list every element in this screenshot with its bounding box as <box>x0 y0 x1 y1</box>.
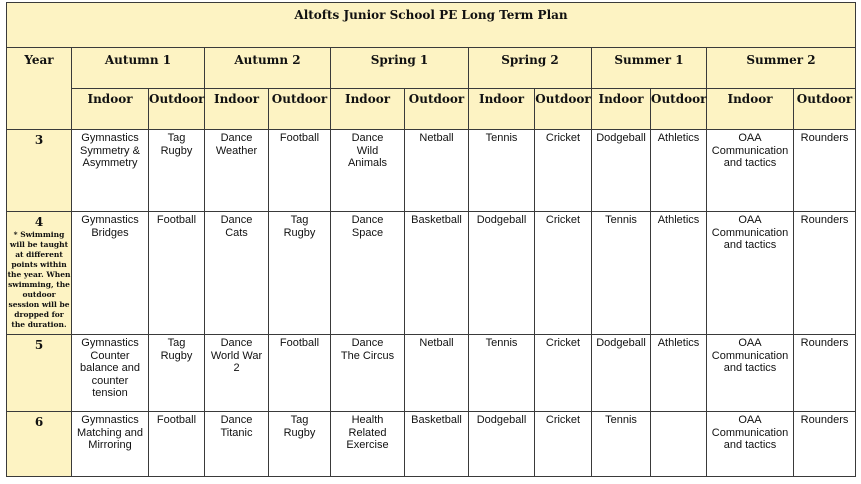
term-header-summer-2: Summer 2 <box>707 48 856 89</box>
activity-cell: Gymnastics Bridges <box>72 212 149 335</box>
activity-cell: Rounders <box>794 335 856 412</box>
sub-header-indoor: Indoor <box>469 89 535 130</box>
year-number: 6 <box>34 415 44 429</box>
activity-cell: Basketball <box>405 412 469 477</box>
year-number: 5 <box>34 338 44 352</box>
sub-header-indoor: Indoor <box>592 89 651 130</box>
activity-cell: OAA Communication and tactics <box>707 212 794 335</box>
activity-cell: Football <box>269 335 331 412</box>
activity-cell: Health Related Exercise <box>331 412 405 477</box>
sub-header-indoor: Indoor <box>331 89 405 130</box>
activity-cell: Cricket <box>535 130 592 212</box>
activity-cell: Dodgeball <box>592 335 651 412</box>
year-number: 3 <box>34 133 44 147</box>
activity-cell: Tennis <box>592 212 651 335</box>
activity-cell: Rounders <box>794 212 856 335</box>
page-title: Altofts Junior School PE Long Term Plan <box>7 3 856 48</box>
activity-cell: Dance Weather <box>205 130 269 212</box>
year-cell <box>7 412 72 477</box>
activity-cell: Dance Wild Animals <box>331 130 405 212</box>
activity-cell: Dodgeball <box>469 412 535 477</box>
activity-cell: Netball <box>405 130 469 212</box>
activity-cell: Dance The Circus <box>331 335 405 412</box>
activity-cell: Tennis <box>469 130 535 212</box>
term-header-autumn-1: Autumn 1 <box>72 48 205 89</box>
table-row <box>7 130 856 212</box>
activity-cell: OAA Communication and tactics <box>707 412 794 477</box>
activity-cell: Cricket <box>535 335 592 412</box>
sub-header-indoor: Indoor <box>72 89 149 130</box>
activity-cell <box>651 412 707 477</box>
activity-cell: Dance Space <box>331 212 405 335</box>
activity-cell: Football <box>149 412 205 477</box>
sub-header-outdoor: Outdoor <box>149 89 205 130</box>
sub-header-outdoor: Outdoor <box>535 89 592 130</box>
year-cell <box>7 212 72 335</box>
activity-cell: Tag Rugby <box>269 212 331 335</box>
term-header-summer-1: Summer 1 <box>592 48 707 89</box>
activity-cell: Dodgeball <box>469 212 535 335</box>
activity-cell: OAA Communication and tactics <box>707 335 794 412</box>
activity-cell: Dance Cats <box>205 212 269 335</box>
activity-cell: Tennis <box>592 412 651 477</box>
table-row <box>7 412 856 477</box>
activity-cell: Cricket <box>535 412 592 477</box>
activity-cell: Dance Titanic <box>205 412 269 477</box>
activity-cell: Cricket <box>535 212 592 335</box>
activity-cell: Basketball <box>405 212 469 335</box>
table-row <box>7 212 856 335</box>
activity-cell: Athletics <box>651 212 707 335</box>
year-cell <box>7 335 72 412</box>
sub-header-outdoor: Outdoor <box>794 89 856 130</box>
sub-header-indoor: Indoor <box>205 89 269 130</box>
activity-cell: Rounders <box>794 130 856 212</box>
activity-cell: Dance World War 2 <box>205 335 269 412</box>
activity-cell: Athletics <box>651 335 707 412</box>
activity-cell: Netball <box>405 335 469 412</box>
activity-cell: Gymnastics Symmetry & Asymmetry <box>72 130 149 212</box>
sub-header-outdoor: Outdoor <box>651 89 707 130</box>
term-header-autumn-2: Autumn 2 <box>205 48 331 89</box>
plan-document <box>6 2 856 477</box>
sub-header-outdoor: Outdoor <box>269 89 331 130</box>
activity-cell: Football <box>269 130 331 212</box>
table-row <box>7 335 856 412</box>
activity-cell: OAA Communication and tactics <box>707 130 794 212</box>
year-cell <box>7 130 72 212</box>
activity-cell: Gymnastics Matching and Mirroring <box>72 412 149 477</box>
activity-cell: Dodgeball <box>592 130 651 212</box>
year-header: Year <box>7 48 72 130</box>
term-header-spring-1: Spring 1 <box>331 48 469 89</box>
activity-cell: Tennis <box>469 335 535 412</box>
swimming-note: * Swimming will be taught at different points within the year. When swimming, the outdoor session will be dropped for the duration. <box>7 230 71 329</box>
term-header-spring-2: Spring 2 <box>469 48 592 89</box>
activity-cell: Football <box>149 212 205 335</box>
activity-cell: Tag Rugby <box>149 335 205 412</box>
activity-cell: Athletics <box>651 130 707 212</box>
activity-cell: Gymnastics Counter balance and counter tension <box>72 335 149 412</box>
pe-plan-table <box>6 2 856 477</box>
sub-header-outdoor: Outdoor <box>405 89 469 130</box>
activity-cell: Rounders <box>794 412 856 477</box>
year-number: 4 <box>34 215 44 229</box>
sub-header-indoor: Indoor <box>707 89 794 130</box>
activity-cell: Tag Rugby <box>149 130 205 212</box>
activity-cell: Tag Rugby <box>269 412 331 477</box>
